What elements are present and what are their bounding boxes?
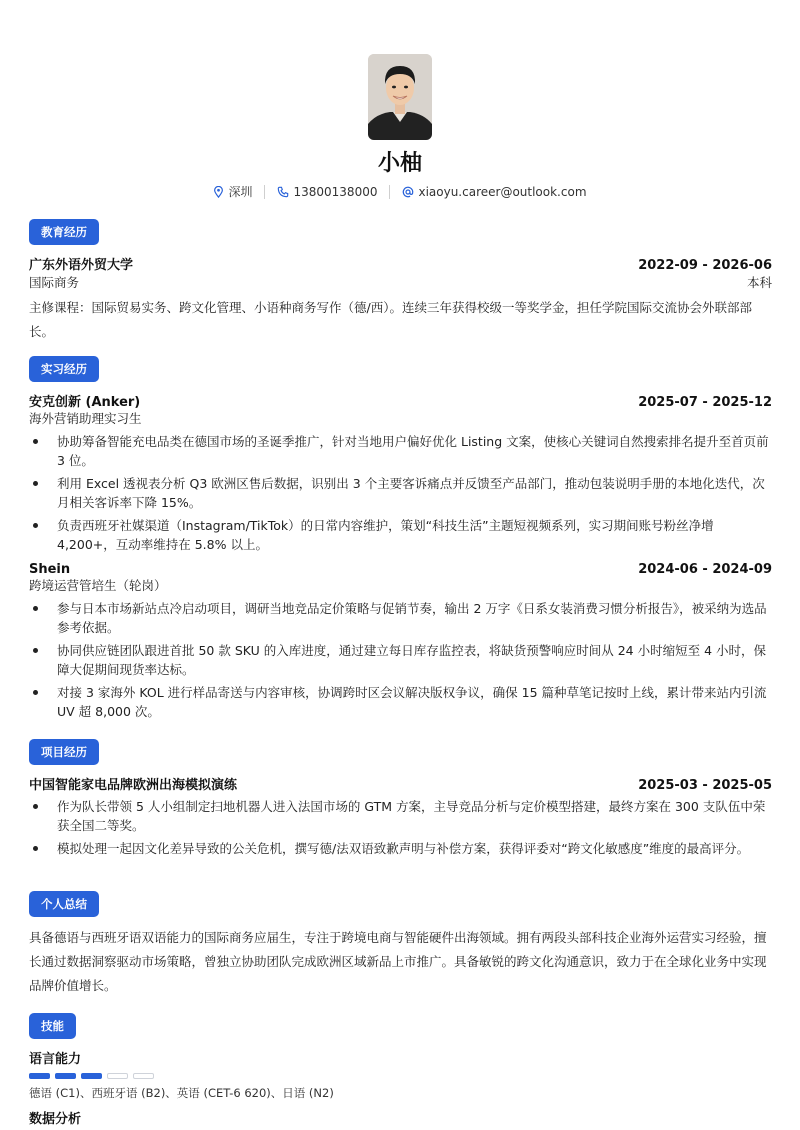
list-item: 利用 Excel 透视表分析 Q3 欧洲区售后数据，识别出 3 个主要客诉痛点并反馈至产品部门，推动包装说明手册的本地化迭代，次月相关客诉率下降 15%。 [29,474,772,512]
project-date: 2025-03 - 2025-05 [638,778,772,793]
company-name: 安克创新 (Anker) [29,395,141,410]
at-sign-icon [402,186,414,198]
skill-entry [29,1048,772,1101]
company-name: Shein [29,562,71,577]
section-project-title: 项目经历 [29,739,99,765]
portrait-image [368,54,432,140]
contact-bar [0,183,800,200]
skill-description: 德语 (C1)、西班牙语 (B2)、英语 (CET-6 620)、日语 (N2) [29,1086,334,1100]
phone-icon [277,186,289,198]
project-name: 中国智能家电品牌欧洲出海模拟演练 [29,778,238,793]
internship-date: 2025-07 - 2025-12 [638,395,772,410]
contact-phone-number: 13800138000 [293,184,378,199]
contact-email[interactable] [402,185,586,199]
skill-level-empty [133,1073,154,1079]
list-item: 参与日本市场新站点冷启动项目，调研当地竞品定价策略与促销节奏，输出 2 万字《日系女装消费习惯分析报告》，被采纳为选品参考依据。 [29,599,772,637]
internship-role: 海外营销助理实习生 [29,411,142,426]
section-skills-title: 技能 [29,1013,76,1039]
internship-date: 2024-06 - 2024-09 [638,562,772,577]
contact-divider [389,185,390,199]
contact-location [213,183,252,200]
skill-level-filled [29,1073,50,1079]
summary-entry [29,926,772,998]
internship-bullets [29,432,772,554]
list-item: 对接 3 家海外 KOL 进行样品寄送与内容审核，协调跨时区会议解决版权争议，确保 15 篇种草笔记按时上线，累计带来站内引流 UV 超 8,000 次。 [29,683,772,721]
section-internship-title: 实习经历 [29,356,99,382]
degree: 本科 [746,275,772,290]
contact-phone[interactable] [277,185,377,199]
skill-title: 数据分析 [29,1112,82,1127]
summary-text: 具备德语与西班牙语双语能力的国际商务应届生，专注于跨境电商与智能硬件出海领域。拥有两段头部科技企业海外运营实习经验，擅长通过数据洞察驱动市场策略，曾独立协助团队完成欧洲区域新品上市推广。具备敏锐的跨文化沟通意识，致力于在全球化业务中实现品牌价值增长。 [29,930,767,993]
contact-city: 深圳 [228,185,253,199]
skill-title: 语言能力 [29,1052,82,1067]
contact-email-address: xiaoyu.career@outlook.com [418,184,587,199]
list-item: 作为队长带领 5 人小组制定扫地机器人进入法国市场的 GTM 方案，主导竞品分析与定价模型搭建，最终方案在 300 支队伍中荣获全国二等奖。 [29,797,772,835]
profile-photo [368,54,432,140]
major: 国际商务 [29,275,80,290]
skill-level-empty [107,1073,128,1079]
contact-divider [264,185,265,199]
education-date: 2022-09 - 2026-06 [638,258,772,273]
project-entry [29,774,772,862]
internship-bullets [29,599,772,721]
candidate-name: 小柚 [377,151,422,176]
project-bullets [29,797,772,858]
education-entry [29,254,772,344]
skill-level-filled [55,1073,76,1079]
skill-level-bars [29,1073,772,1079]
section-summary-title: 个人总结 [29,891,99,917]
list-item: 协助筹备智能充电品类在德国市场的圣诞季推广，针对当地用户偏好优化 Listing 文案，使核心关键词自然搜索排名提升至首页前 3 位。 [29,432,772,470]
location-pin-icon [213,186,224,198]
internship-entry [29,391,772,558]
internship-entry [29,562,772,725]
skill-entry [29,1108,772,1127]
education-description: 主修课程：国际贸易实务、跨文化管理、小语种商务写作（德/西）。连续三年获得校级一等奖学金，担任学院国际交流协会外联部部长。 [29,300,752,339]
internship-role: 跨境运营管培生（轮岗） [29,578,167,593]
skill-level-filled [81,1073,102,1079]
list-item: 负责西班牙社媒渠道（Instagram/TikTok）的日常内容维护，策划“科技生活”主题短视频系列，实习期间账号粉丝净增 4,200+，互动率维持在 5.8% 以上。 [29,516,772,554]
list-item: 协同供应链团队跟进首批 50 款 SKU 的入库进度，通过建立每日库存监控表，将缺货预警响应时间从 24 小时缩短至 4 小时，保障大促期间现货率达标。 [29,641,772,679]
section-education-title: 教育经历 [29,219,99,245]
list-item: 模拟处理一起因文化差异导致的公关危机，撰写德/法双语致歉声明与补偿方案，获得评委对“跨文化敏感度”维度的最高评分。 [29,839,772,858]
school-name: 广东外语外贸大学 [29,258,134,273]
